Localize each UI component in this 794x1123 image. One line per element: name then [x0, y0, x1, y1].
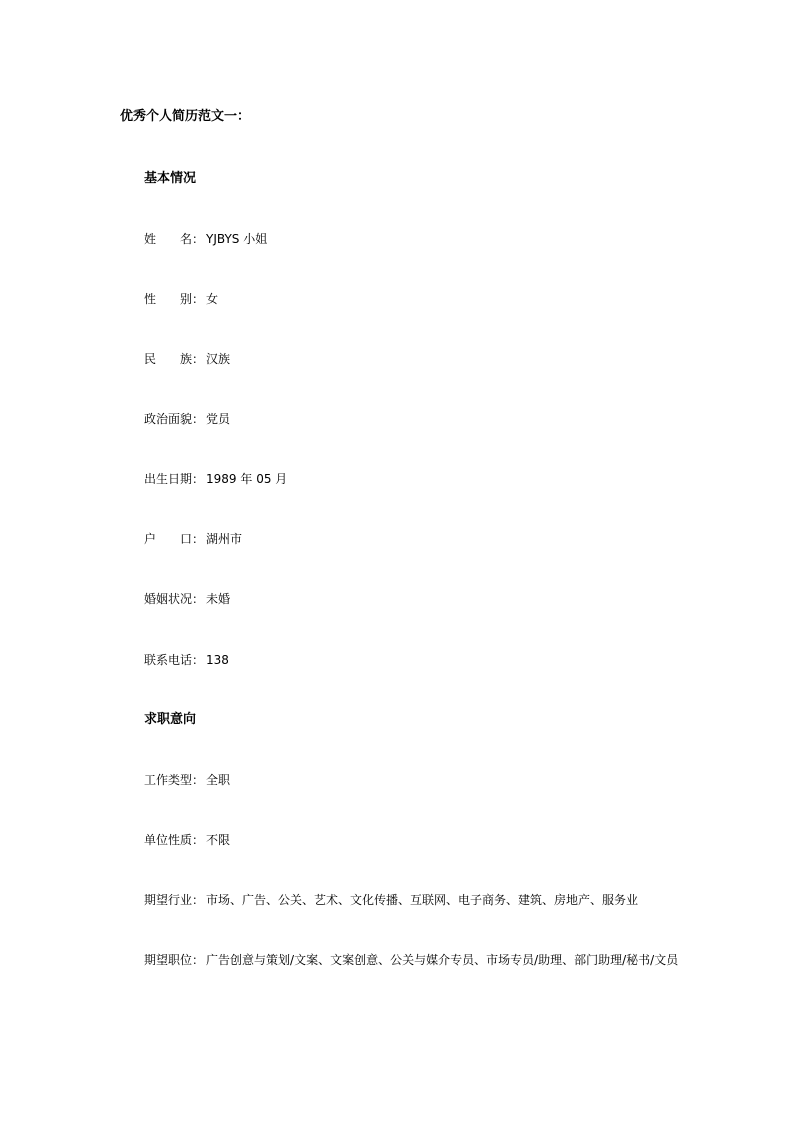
field-company-type	[144, 831, 230, 849]
field-colon: ：	[192, 352, 205, 366]
field-colon: ：	[192, 653, 205, 667]
field-gender-label	[144, 290, 192, 308]
field-ethnicity-value: 汉族	[206, 352, 231, 366]
field-ethnicity	[144, 350, 230, 368]
field-marital-status-label: 婚姻状况	[144, 592, 193, 606]
field-phone-label: 联系电话	[144, 653, 193, 667]
field-work-type-label: 工作类型	[144, 773, 193, 787]
field-work-type	[144, 771, 230, 789]
field-phone-value: 138	[206, 653, 229, 667]
field-colon: ：	[192, 532, 205, 546]
field-colon: ：	[192, 472, 205, 486]
field-hukou-value: 湖州市	[206, 532, 243, 546]
field-colon: ：	[192, 592, 205, 606]
field-marital-status	[144, 590, 230, 608]
field-colon: ：	[192, 953, 205, 967]
field-company-type-value: 不限	[206, 833, 231, 847]
field-gender-value: 女	[206, 292, 219, 306]
field-ethnicity-label	[144, 350, 192, 368]
field-industry-value: 市场、广告、公关、艺术、文化传播、互联网、电子商务、建筑、房地产、服务业	[206, 893, 639, 907]
document-title: 优秀个人简历范文一：	[120, 109, 251, 124]
field-industry	[144, 891, 638, 909]
field-position	[144, 951, 678, 969]
field-position-value: 广告创意与策划/文案、文案创意、公关与媒介专员、市场专员/助理、部门助理/秘书/文员	[206, 953, 679, 967]
field-birth-date-value: 1989 年 05 月	[206, 472, 288, 486]
field-colon: ：	[192, 412, 205, 426]
field-gender-label-a: 性	[144, 292, 157, 306]
field-position-label: 期望职位	[144, 953, 193, 967]
field-hukou-label-a: 户	[144, 532, 157, 546]
field-ethnicity-label-a: 民	[144, 352, 157, 366]
field-phone	[144, 651, 229, 669]
field-birth-date	[144, 470, 287, 488]
field-political-status-label: 政治面貌	[144, 412, 193, 426]
field-colon: ：	[192, 833, 205, 847]
field-work-type-value: 全职	[206, 773, 231, 787]
field-marital-status-value: 未婚	[206, 592, 231, 606]
field-hukou-label	[144, 530, 192, 548]
field-name-label	[144, 230, 192, 248]
field-name-label-b: 名	[179, 232, 192, 246]
field-birth-date-label: 出生日期	[144, 472, 193, 486]
field-name-value: YJBYS 小姐	[206, 232, 268, 246]
field-ethnicity-label-b: 族	[179, 352, 192, 366]
field-gender	[144, 290, 218, 308]
field-colon: ：	[192, 773, 205, 787]
section-heading-basic-info: 基本情况	[144, 171, 197, 186]
field-political-status-value: 党员	[206, 412, 231, 426]
field-colon: ：	[192, 232, 205, 246]
field-colon: ：	[192, 893, 205, 907]
field-name-label-a: 姓	[144, 232, 157, 246]
field-company-type-label: 单位性质	[144, 833, 193, 847]
field-colon: ：	[192, 292, 205, 306]
field-industry-label: 期望行业	[144, 893, 193, 907]
field-gender-label-b: 别	[179, 292, 192, 306]
field-name	[144, 230, 267, 248]
field-political-status	[144, 410, 230, 428]
section-heading-job-intention: 求职意向	[144, 712, 197, 727]
field-hukou-label-b: 口	[179, 532, 192, 546]
field-hukou	[144, 530, 242, 548]
